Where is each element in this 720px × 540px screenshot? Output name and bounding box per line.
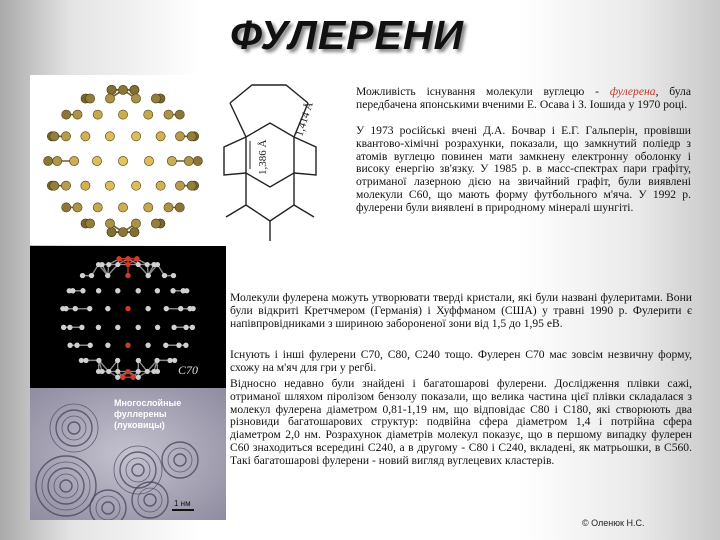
bond-length-diagram: [216, 75, 340, 245]
micro-title-line3: (луковицы): [114, 420, 165, 430]
multilayer-fullerene-micrograph: [30, 388, 226, 520]
bond-long-label: 1,414 Å: [293, 100, 316, 138]
c60-molecule-image: [30, 75, 216, 245]
highlight-fullerene: фулерена: [609, 85, 656, 98]
paragraph-history: У 1973 російські вчені Д.А. Бочвар і Е.Г. Гальперін, провівши квантово-хімічні розрахунки, показали, що замкнутий поліедр з атомів вуглецю повинен мати замкнену електронну оболонку і високу енергію зв'язку. У 1985 р. в масс-спектрах пари графіту, отриманої лазерною дією на звичайний графіт, були виявлені молекули С60, що мають форму футбольного м'яча. У 1992 р. фулерени були виявлені в природному мінералі шунгіті.: [356, 124, 691, 214]
paragraph-fullerites: Молекули фулерена можуть утворювати тверді кристали, які були названі фулеритами. Вони були відкриті Кретчмером (Германія) і Хуффманом (США) у травні 1990 р. Фулерити є напівпровідниками з шириною забороненої зони від 1,5 до 1,95 еВ.: [230, 291, 692, 330]
c70-label: C70: [178, 363, 199, 377]
micro-title-line2: фуллерены: [114, 409, 167, 419]
c70-molecule-image: [30, 246, 226, 388]
bond-short-label: 1,386 Å: [257, 139, 269, 175]
micro-title-line1: Многослойные: [114, 398, 182, 408]
copyright-notice: © Оленюк Н.С.: [582, 518, 645, 528]
page-title: ФУЛЕРЕНИ: [230, 12, 464, 58]
paragraph-multilayer: Відносно недавно були знайдені і багатошарові фулерени. Дослідження плівки сажі, отриманої шляхом піролізом бензолу показали, що велика частина цієї плівки складалася з молекул фулерена діаметром 0,81-1,19 нм, що відповідає С80 і С180, які створюють два різновиди багатошарових структур: подвійна сфера діаметром 1,4 і потрійна сфера діаметром 2,0 нм. Розрахунок діаметрів молекул показує, що в першому випадку фулерен С60 знаходиться всередині С240, а в другому - С80 і С240, вкладені, як матрьошки, в С560. Такі багатошарові фулерени - новий вигляд вуглецевих кластерів.: [230, 377, 692, 467]
paragraph-prediction: Можливість існування молекули вуглецю - фулерена, була передбачена японськими вченими Е. Осава і З. Іошида у 1970 році.: [356, 85, 691, 111]
scale-bar-label: 1 нм: [174, 499, 191, 508]
paragraph-other-fullerenes: Існують і інші фулерени С70, С80, С240 тощо. Фулерен С70 має зовсім незвичну форму, схожу на м'яч для гри у регбі.: [230, 348, 692, 374]
